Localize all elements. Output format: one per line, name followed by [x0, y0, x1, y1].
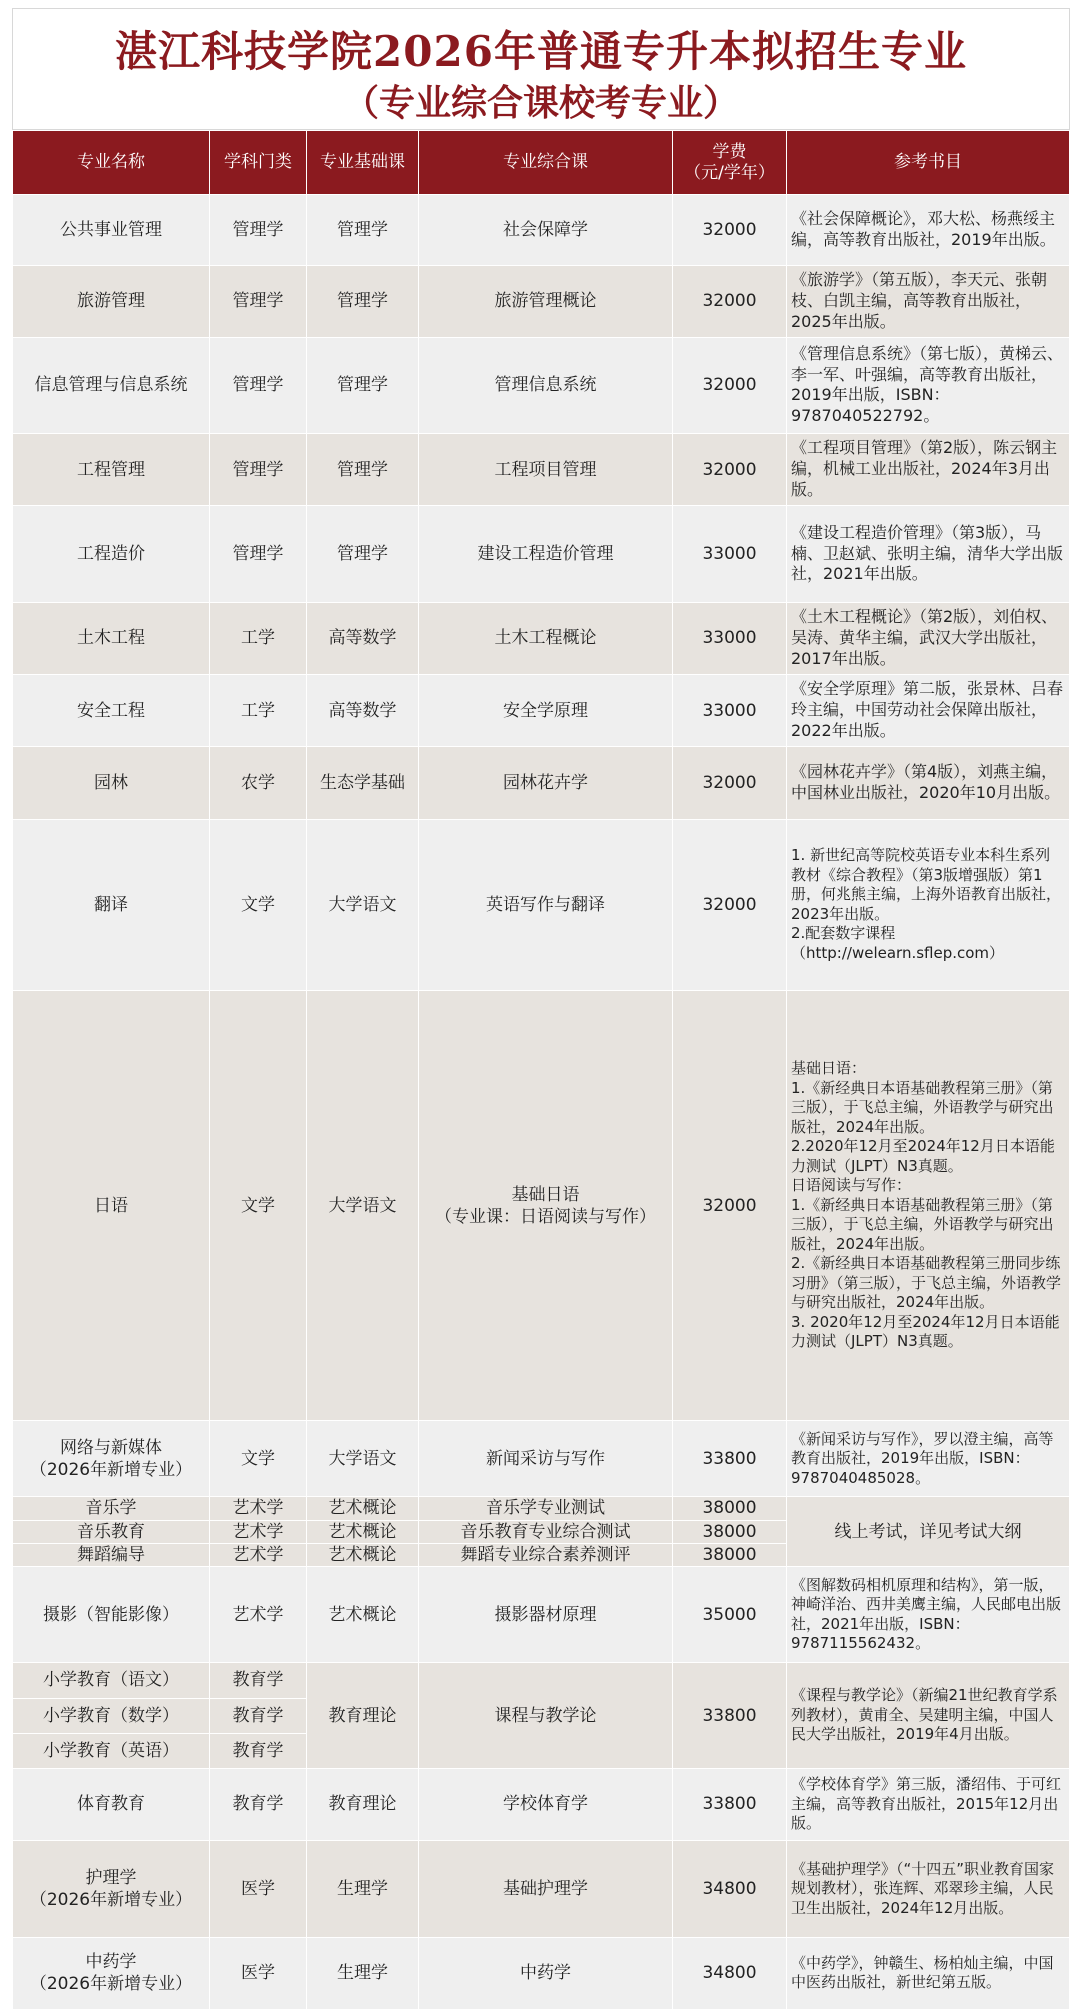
cell-books: 《旅游学》（第五版），李天元、张朝枝、白凯主编，高等教育出版社，2025年出版。 [787, 266, 1070, 337]
cell-comprehensive-merged: 课程与教学论 [419, 1663, 673, 1768]
cell-comprehensive-main: 基础日语 [511, 1184, 580, 1205]
cell-category: 教育学 [210, 1733, 307, 1768]
cell-category: 管理学 [210, 266, 307, 337]
cell-major: 音乐教育 [13, 1520, 210, 1543]
table-row [13, 1768, 1070, 1840]
cell-comprehensive: 工程项目管理 [419, 434, 673, 506]
cell-fee: 33800 [673, 1421, 787, 1497]
cell-fee: 32000 [673, 195, 787, 266]
cell-fee: 32000 [673, 434, 787, 506]
cell-fee: 35000 [673, 1567, 787, 1663]
table-row [13, 1841, 1070, 1937]
cell-major [13, 1937, 210, 2009]
page-title: 湛江科技学院2026年普通专升本拟招生专业 [115, 27, 967, 76]
cell-major-main: 网络与新媒体 [60, 1437, 162, 1458]
cell-books: 《安全学原理》第二版，张景林、吕春玲主编，中国劳动社会保障出版社，2022年出版。 [787, 675, 1070, 747]
cell-basic: 艺术概论 [307, 1520, 419, 1543]
cell-category: 医学 [210, 1937, 307, 2009]
cell-fee: 32000 [673, 747, 787, 819]
cell-major-main: 中药学 [85, 1952, 137, 1973]
cell-comprehensive-sub: （专业课：日语阅读与写作） [435, 1206, 656, 1227]
cell-major-sub: （2026年新增专业） [29, 1974, 193, 1995]
cell-basic: 高等数学 [307, 675, 419, 747]
cell-major: 小学教育（英语） [13, 1733, 210, 1768]
table-row [13, 506, 1070, 602]
cell-comprehensive: 英语写作与翻译 [419, 819, 673, 991]
cell-major: 摄影（智能影像） [13, 1567, 210, 1663]
cell-major: 日语 [13, 991, 210, 1421]
cell-category: 医学 [210, 1841, 307, 1937]
cell-basic: 高等数学 [307, 602, 419, 674]
cell-comprehensive: 摄影器材原理 [419, 1567, 673, 1663]
table-header-row [13, 131, 1070, 195]
table-row [13, 266, 1070, 337]
table-row [13, 819, 1070, 991]
cell-books: 《新闻采访与写作》，罗以澄主编，高等教育出版社，2019年出版，ISBN：9787040485028。 [787, 1421, 1070, 1497]
cell-fee: 34800 [673, 1841, 787, 1937]
cell-major: 园林 [13, 747, 210, 819]
cell-category: 艺术学 [210, 1520, 307, 1543]
cell-basic: 生态学基础 [307, 747, 419, 819]
cell-category: 艺术学 [210, 1567, 307, 1663]
table-row [13, 602, 1070, 674]
title-box [12, 8, 1070, 130]
table-row [13, 1937, 1070, 2009]
cell-comprehensive: 舞蹈专业综合素养测评 [419, 1543, 673, 1566]
cell-category: 管理学 [210, 434, 307, 506]
cell-basic: 管理学 [307, 337, 419, 433]
cell-major [13, 1421, 210, 1497]
table-row [13, 675, 1070, 747]
cell-fee: 32000 [673, 266, 787, 337]
cell-basic: 管理学 [307, 266, 419, 337]
cell-books-merged: 线上考试，详见考试大纲 [787, 1497, 1070, 1567]
cell-comprehensive: 园林花卉学 [419, 747, 673, 819]
cell-basic-merged: 教育理论 [307, 1663, 419, 1768]
cell-books: 《中药学》，钟赣生、杨柏灿主编，中国中医药出版社，新世纪第五版。 [787, 1937, 1070, 2009]
cell-basic: 管理学 [307, 506, 419, 602]
cell-category: 文学 [210, 819, 307, 991]
cell-books: 《基础护理学》（“十四五”职业教育国家规划教材），张连辉、邓翠珍主编，人民卫生出版社，2024年12月出版。 [787, 1841, 1070, 1937]
cell-basic: 大学语文 [307, 991, 419, 1421]
cell-fee: 32000 [673, 337, 787, 433]
cell-category: 文学 [210, 991, 307, 1421]
cell-comprehensive: 土木工程概论 [419, 602, 673, 674]
cell-basic: 生理学 [307, 1937, 419, 2009]
cell-basic: 生理学 [307, 1841, 419, 1937]
cell-comprehensive: 建设工程造价管理 [419, 506, 673, 602]
cell-major-sub: （2026年新增专业） [29, 1889, 193, 1910]
cell-fee: 38000 [673, 1520, 787, 1543]
page-subtitle: （专业综合课校考专业） [342, 82, 739, 124]
cell-major: 音乐学 [13, 1497, 210, 1520]
cell-major: 土木工程 [13, 602, 210, 674]
cell-major-main: 护理学 [85, 1867, 137, 1888]
cell-category: 管理学 [210, 506, 307, 602]
cell-books: 《工程项目管理》（第2版），陈云钢主编，机械工业出版社，2024年3月出版。 [787, 434, 1070, 506]
cell-basic: 教育理论 [307, 1768, 419, 1840]
cell-fee: 33000 [673, 506, 787, 602]
cell-comprehensive: 音乐教育专业综合测试 [419, 1520, 673, 1543]
cell-fee: 33800 [673, 1768, 787, 1840]
cell-comprehensive: 基础护理学 [419, 1841, 673, 1937]
table-row [13, 1497, 1070, 1520]
cell-category: 工学 [210, 675, 307, 747]
cell-basic: 管理学 [307, 195, 419, 266]
majors-table [12, 130, 1070, 2010]
header-fee [673, 131, 787, 195]
cell-category: 管理学 [210, 195, 307, 266]
cell-major: 工程造价 [13, 506, 210, 602]
cell-basic: 艺术概论 [307, 1567, 419, 1663]
cell-books: 1. 新世纪高等院校英语专业本科生系列教材《综合教程》（第3版增强版）第1册，何兆熊主编，上海外语教育出版社，2023年出版。 2.配套数字课程 （http://welearn.sflep.com） [787, 819, 1070, 991]
cell-books: 《园林花卉学》（第4版），刘燕主编，中国林业出版社，2020年10月出版。 [787, 747, 1070, 819]
header-fee-line2: （元/学年） [684, 162, 775, 183]
cell-major: 信息管理与信息系统 [13, 337, 210, 433]
cell-fee: 33000 [673, 675, 787, 747]
table-row [13, 747, 1070, 819]
cell-fee: 33000 [673, 602, 787, 674]
cell-major: 小学教育（语文） [13, 1663, 210, 1698]
cell-comprehensive: 音乐学专业测试 [419, 1497, 673, 1520]
cell-books: 《管理信息系统》（第七版），黄梯云、李一军、叶强编，高等教育出版社，2019年出版，ISBN：9787040522792。 [787, 337, 1070, 433]
header-basic-course: 专业基础课 [307, 131, 419, 195]
cell-fee: 38000 [673, 1497, 787, 1520]
cell-books: 《建设工程造价管理》（第3版），马楠、卫赵斌、张明主编，清华大学出版社，2021年出版。 [787, 506, 1070, 602]
cell-category: 艺术学 [210, 1497, 307, 1520]
header-fee-line1: 学费 [712, 142, 747, 163]
cell-books: 《学校体育学》第三版，潘绍伟、于可红主编，高等教育出版社，2015年12月出版。 [787, 1768, 1070, 1840]
cell-fee: 34800 [673, 1937, 787, 2009]
cell-major: 小学教育（数学） [13, 1698, 210, 1733]
cell-books: 基础日语： 1.《新经典日本语基础教程第三册》（第三版），于飞总主编，外语教学与研究出版社，2024年出版。 2.2020年12月至2024年12月日本语能力测试（JLPT）N3真题。 日语阅读与写作： 1.《新经典日本语基础教程第三册》（第三版），于飞总主编，外语教学与研究出版社，2024年出版。 2.《新经典日本语基础教程第三册同步练习册》（第三版），于飞总主编，外语教学与研究出版社，2024年出版。 3. 2020年12月至2024年12月日本语能力测试（JLPT）N3真题。 [787, 991, 1070, 1421]
cell-category: 教育学 [210, 1698, 307, 1733]
cell-basic: 艺术概论 [307, 1543, 419, 1566]
cell-category: 教育学 [210, 1768, 307, 1840]
cell-comprehensive: 中药学 [419, 1937, 673, 2009]
cell-major [13, 1841, 210, 1937]
cell-basic: 艺术概论 [307, 1497, 419, 1520]
table-row [13, 434, 1070, 506]
table-row [13, 337, 1070, 433]
cell-category: 工学 [210, 602, 307, 674]
cell-major: 翻译 [13, 819, 210, 991]
cell-major: 工程管理 [13, 434, 210, 506]
header-comprehensive-course: 专业综合课 [419, 131, 673, 195]
cell-comprehensive: 安全学原理 [419, 675, 673, 747]
cell-major: 舞蹈编导 [13, 1543, 210, 1566]
table-row [13, 1567, 1070, 1663]
cell-major: 公共事业管理 [13, 195, 210, 266]
cell-category: 管理学 [210, 337, 307, 433]
header-major: 专业名称 [13, 131, 210, 195]
table-row [13, 1421, 1070, 1497]
cell-comprehensive [419, 991, 673, 1421]
cell-books: 《图解数码相机原理和结构》，第一版，神崎洋治、西井美鹰主编，人民邮电出版社，2021年出版，ISBN：9787115562432。 [787, 1567, 1070, 1663]
cell-basic: 大学语文 [307, 819, 419, 991]
cell-category: 艺术学 [210, 1543, 307, 1566]
cell-comprehensive: 社会保障学 [419, 195, 673, 266]
cell-comprehensive: 旅游管理概论 [419, 266, 673, 337]
cell-category: 教育学 [210, 1663, 307, 1698]
cell-basic: 管理学 [307, 434, 419, 506]
header-books: 参考书目 [787, 131, 1070, 195]
cell-fee: 38000 [673, 1543, 787, 1566]
cell-fee-merged: 33800 [673, 1663, 787, 1768]
cell-fee: 32000 [673, 819, 787, 991]
cell-comprehensive: 新闻采访与写作 [419, 1421, 673, 1497]
table-row [13, 1663, 1070, 1698]
table-row [13, 195, 1070, 266]
cell-books: 《社会保障概论》，邓大松、杨燕绥主编，高等教育出版社，2019年出版。 [787, 195, 1070, 266]
header-category: 学科门类 [210, 131, 307, 195]
cell-category: 农学 [210, 747, 307, 819]
cell-category: 文学 [210, 1421, 307, 1497]
cell-books-merged: 《课程与教学论》（新编21世纪教育学系列教材），黄甫全、吴建明主编，中国人民大学出版社，2019年4月出版。 [787, 1663, 1070, 1768]
cell-comprehensive: 管理信息系统 [419, 337, 673, 433]
cell-books: 《土木工程概论》（第2版），刘伯权、吴涛、黄华主编，武汉大学出版社，2017年出版。 [787, 602, 1070, 674]
table-row [13, 991, 1070, 1421]
cell-fee: 32000 [673, 991, 787, 1421]
cell-major: 旅游管理 [13, 266, 210, 337]
cell-major: 体育教育 [13, 1768, 210, 1840]
cell-major-sub: （2026年新增专业） [29, 1459, 193, 1480]
cell-basic: 大学语文 [307, 1421, 419, 1497]
cell-comprehensive: 学校体育学 [419, 1768, 673, 1840]
cell-major: 安全工程 [13, 675, 210, 747]
